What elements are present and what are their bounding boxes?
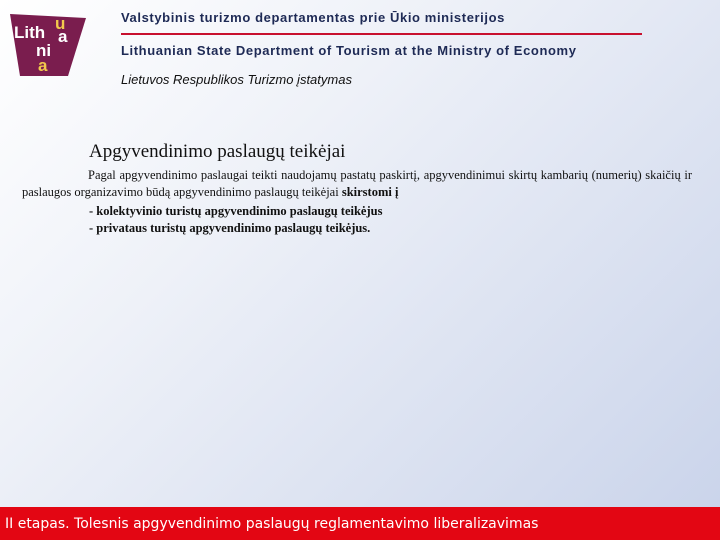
header-divider xyxy=(121,33,642,35)
header-department-english: Lithuanian State Department of Tourism at the Ministry of Economy xyxy=(121,43,577,58)
list-item: - privataus turistų apgyvendinimo paslaugų teikėjus. xyxy=(89,221,371,235)
list-item: - kolektyvinio turistų apgyvendinimo paslaugų teikėjus xyxy=(89,204,383,218)
section-title: Apgyvendinimo paslaugų teikėjai xyxy=(89,141,346,162)
logo-text-a1: a xyxy=(58,27,68,46)
logo-text-a2: a xyxy=(38,56,48,75)
provider-list xyxy=(89,203,382,237)
logo-text-u: u xyxy=(55,14,66,33)
header-law-title: Lietuvos Respublikos Turizmo įstatymas xyxy=(121,72,352,87)
header-department: Valstybinis turizmo departamentas prie Ūkio ministerijos xyxy=(121,10,505,25)
footer-bar xyxy=(0,507,720,540)
footer-text: II etapas. Tolesnis apgyvendinimo paslaugų reglamentavimo liberalizavimas xyxy=(5,516,539,532)
logo-text-lith: Lith xyxy=(14,23,46,42)
paragraph-text: Pagal apgyvendinimo paslaugai teikti naudojamų pastatų paskirtį, apgyvendinimui skirtų kambarių (numerių) skaičių ir paslaugos organizavimo būdą apgyvendinimo paslaugų teikėjai xyxy=(22,168,692,199)
logo-text-ni: ni xyxy=(36,41,52,60)
lithuania-logo xyxy=(6,10,94,76)
paragraph-bold-text: skirstomi į xyxy=(341,185,399,199)
body-paragraph xyxy=(22,167,692,201)
